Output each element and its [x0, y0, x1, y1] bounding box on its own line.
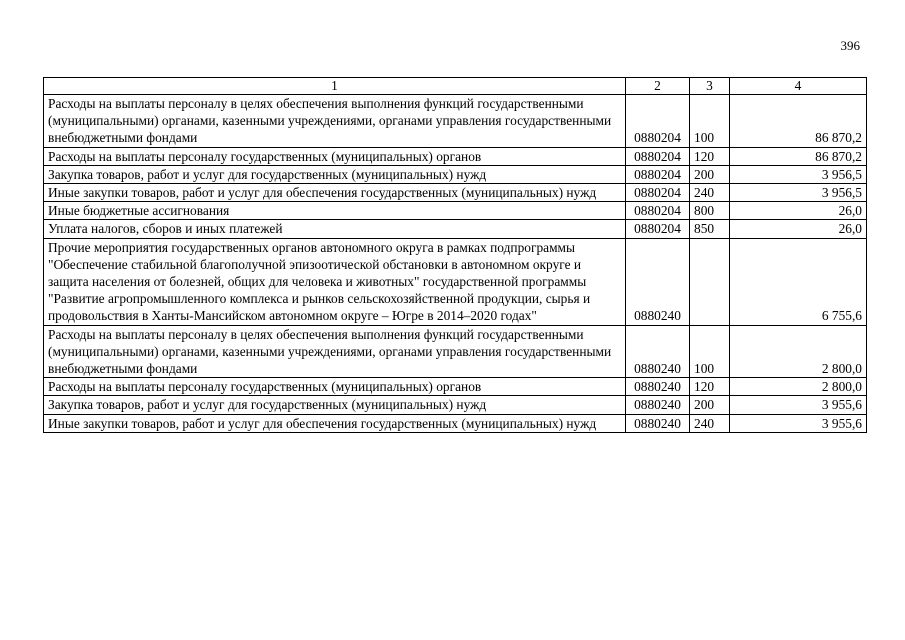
- row-code: 0880204: [626, 202, 690, 220]
- row-code: 0880204: [626, 165, 690, 183]
- row-type: 100: [690, 325, 730, 378]
- row-type: 120: [690, 378, 730, 396]
- row-name: Расходы на выплаты персоналу в целях обеспечения выполнения функций государственными (муниципальными) органами, казенными учреждениями, органами управления государственными внебюджетными фондами: [44, 325, 626, 378]
- table-row: [44, 414, 867, 432]
- row-type: 850: [690, 220, 730, 238]
- row-code: 0880204: [626, 147, 690, 165]
- page-number: 396: [840, 38, 860, 53]
- row-type: 240: [690, 414, 730, 432]
- row-code: 0880240: [626, 378, 690, 396]
- table-header-row: [44, 78, 867, 95]
- table-row: [44, 325, 867, 378]
- row-type: 100: [690, 95, 730, 148]
- row-amount: 26,0: [730, 202, 867, 220]
- row-amount: 86 870,2: [730, 95, 867, 148]
- row-name: Иные закупки товаров, работ и услуг для обеспечения государственных (муниципальных) нужд: [44, 414, 626, 432]
- row-code: 0880204: [626, 184, 690, 202]
- row-name: Прочие мероприятия государственных органов автономного округа в рамках подпрограммы "Обеспечение стабильной благополучной эпизоотической обстановки в автономном округе и защита населения от болезней, общих для человека и животных" государственной программы "Развитие агропромышленного комплекса и рынков сельскохозяйственной продукции, сырья и продовольствия в Ханты-Мансийском автономном округе – Югре в 2014–2020 годах": [44, 238, 626, 325]
- table-row: [44, 378, 867, 396]
- table-row: [44, 202, 867, 220]
- row-name: Расходы на выплаты персоналу государственных (муниципальных) органов: [44, 378, 626, 396]
- table-row: [44, 238, 867, 325]
- table-row: [44, 220, 867, 238]
- row-amount: 86 870,2: [730, 147, 867, 165]
- row-amount: 2 800,0: [730, 325, 867, 378]
- column-header-name: 1: [44, 78, 626, 95]
- row-amount: 3 956,5: [730, 184, 867, 202]
- row-amount: 26,0: [730, 220, 867, 238]
- row-name: Иные закупки товаров, работ и услуг для обеспечения государственных (муниципальных) нужд: [44, 184, 626, 202]
- row-amount: 2 800,0: [730, 378, 867, 396]
- row-name: Уплата налогов, сборов и иных платежей: [44, 220, 626, 238]
- row-code: 0880240: [626, 325, 690, 378]
- row-code: 0880240: [626, 238, 690, 325]
- row-type: 800: [690, 202, 730, 220]
- row-amount: 3 956,5: [730, 165, 867, 183]
- table-row: [44, 95, 867, 148]
- row-code: 0880240: [626, 414, 690, 432]
- row-type: 200: [690, 396, 730, 414]
- column-header-amount: 4: [730, 78, 867, 95]
- row-amount: 3 955,6: [730, 414, 867, 432]
- table-row: [44, 184, 867, 202]
- column-header-type: 3: [690, 78, 730, 95]
- row-name: Иные бюджетные ассигнования: [44, 202, 626, 220]
- row-code: 0880204: [626, 95, 690, 148]
- row-amount: 3 955,6: [730, 396, 867, 414]
- row-name: Расходы на выплаты персоналу государственных (муниципальных) органов: [44, 147, 626, 165]
- row-code: 0880240: [626, 396, 690, 414]
- row-type: [690, 238, 730, 325]
- row-name: Расходы на выплаты персоналу в целях обеспечения выполнения функций государственными (муниципальными) органами, казенными учреждениями, органами управления государственными внебюджетными фондами: [44, 95, 626, 148]
- row-type: 240: [690, 184, 730, 202]
- budget-table: [43, 77, 867, 433]
- row-amount: 6 755,6: [730, 238, 867, 325]
- row-type: 120: [690, 147, 730, 165]
- row-name: Закупка товаров, работ и услуг для государственных (муниципальных) нужд: [44, 165, 626, 183]
- column-header-code: 2: [626, 78, 690, 95]
- row-name: Закупка товаров, работ и услуг для государственных (муниципальных) нужд: [44, 396, 626, 414]
- table-row: [44, 147, 867, 165]
- table-row: [44, 396, 867, 414]
- row-code: 0880204: [626, 220, 690, 238]
- table-row: [44, 165, 867, 183]
- row-type: 200: [690, 165, 730, 183]
